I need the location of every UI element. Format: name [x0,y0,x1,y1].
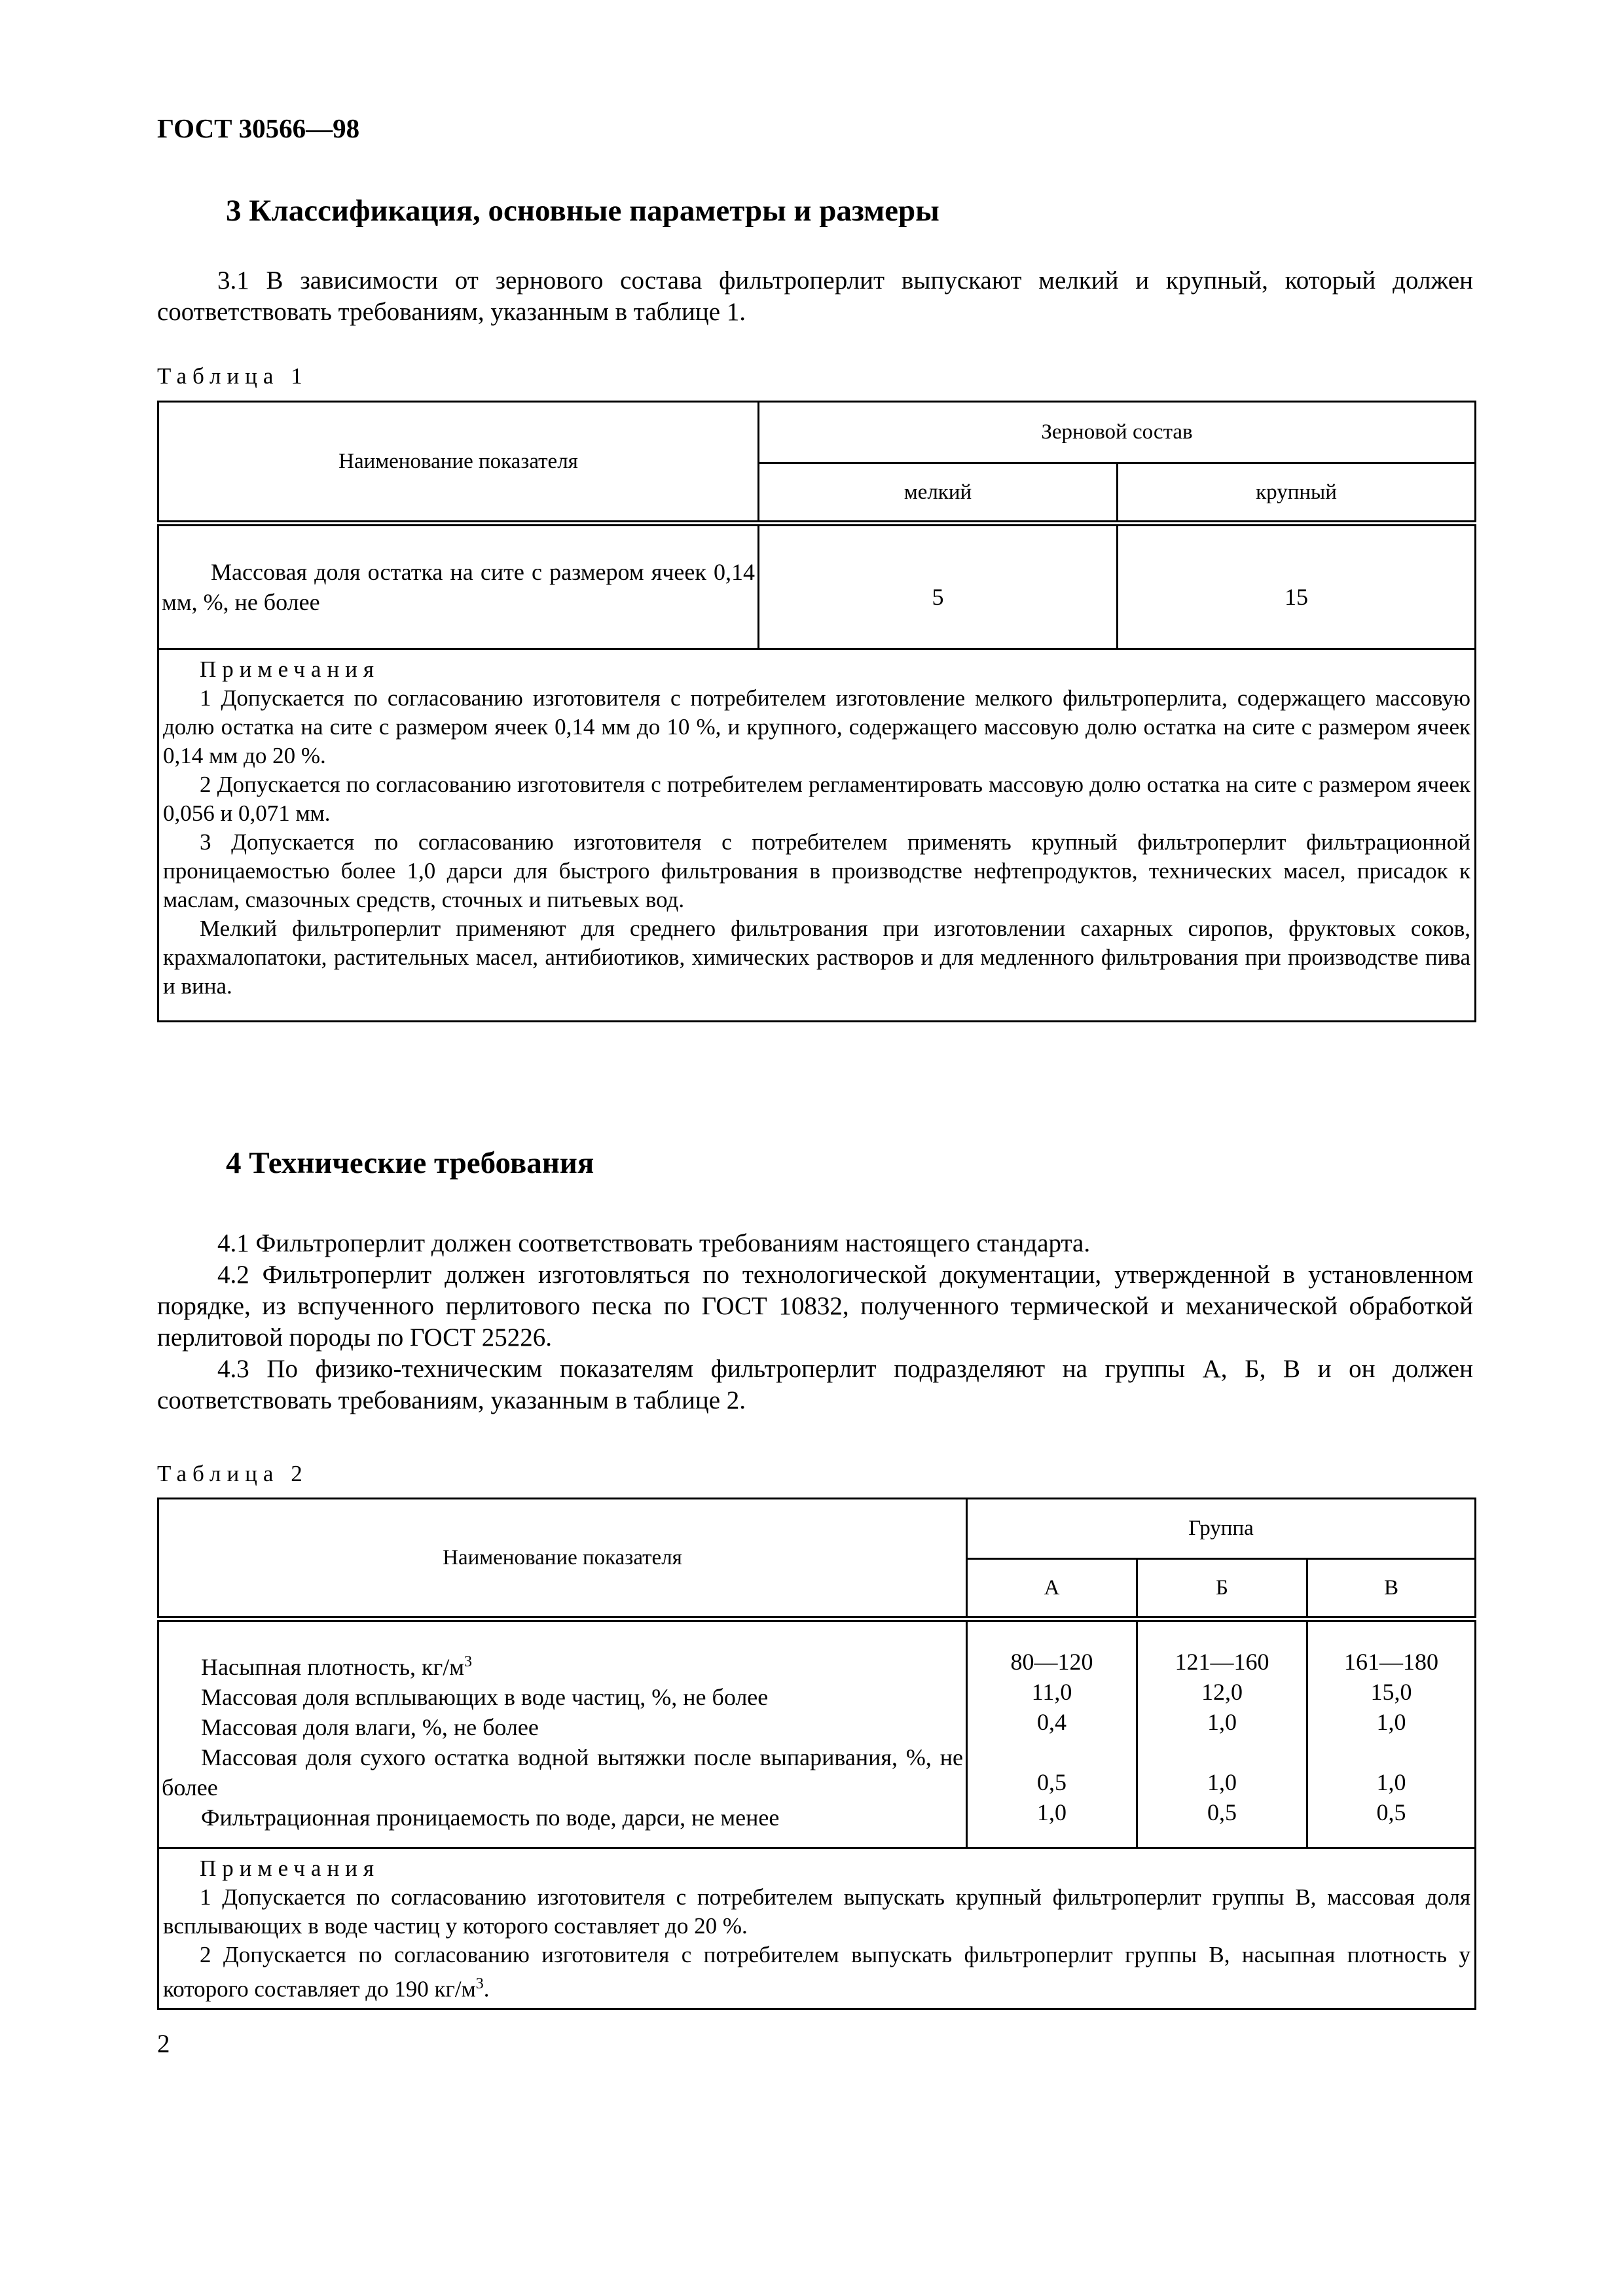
note-2-superscript: 3 [475,1975,484,1992]
section-3-body [157,265,1473,328]
table-2-b-0: 121—160 [1175,1649,1269,1675]
table-2-header-v: В [1307,1559,1476,1619]
table-2-a-3: 0,5 [1037,1769,1067,1795]
table-2 [157,1498,1476,2010]
table-1-header-group: Зерновой состав [759,402,1476,463]
table-1-header-name: Наименование показателя [158,402,759,524]
table-2-a-4: 1,0 [1037,1799,1067,1825]
table-1-note-3: 3 Допускается по согласованию изготовителя с потребителем применять крупный фильтроперлит фильтрационной проницаемостью более 1,0 дарси для быстрого фильтрования в производстве нефтепродуктов, технических масел, присадок к маслам, смазочных средств, сточных и питьевых вод. [163,829,1470,912]
table-2-v-2: 1,0 [1376,1709,1406,1735]
table-1-notes [158,649,1476,1022]
table-2-column-b [1137,1619,1307,1848]
table-2-b-4: 0,5 [1207,1799,1237,1825]
table-2-notes [158,1848,1476,2009]
table-1 [157,401,1476,1022]
table-2-note-2 [163,1941,1470,2004]
table-2-header-name: Наименование показателя [158,1499,967,1619]
table-2-labels [158,1619,967,1848]
table-2-b-1: 12,0 [1201,1679,1243,1705]
table-2-a-0: 80—120 [1010,1649,1093,1675]
paragraph-4-3: 4.3 По физико-техническим показателям фильтроперлит подразделяют на группы А, Б, В и он должен соответствовать требованиям, указанным в таблице 2. [157,1355,1473,1414]
document-header: ГОСТ 30566—98 [157,113,360,143]
table-1-note-1: 1 Допускается по согласованию изготовителя с потребителем изготовление мелкого фильтроперлита, содержащего массовую долю остатка на сите с размером ячеек 0,14 мм до 10 %, и крупного, содержащего массовую долю остатка на сите с размером ячеек 0,14 мм до 20 %. [163,685,1470,768]
table-1-header-fine: мелкий [759,463,1118,524]
table-2-header-b: Б [1137,1559,1307,1619]
table-2-notes-title: Примечания [200,1856,380,1881]
note-2-end: . [483,1976,490,2002]
table-2-label-0 [162,1647,963,1682]
table-1-notes-title: Примечания [200,656,380,682]
table-2-label-0-text: Насыпная плотность, кг/м [201,1654,465,1680]
page-number: 2 [157,2030,170,2058]
table-2-label-4: Фильтрационная проницаемость по воде, дарси, не менее [201,1804,780,1831]
table-1-value-coarse: 15 [1118,524,1476,649]
table-2-b-3: 1,0 [1207,1769,1237,1795]
table-2-label-3: Массовая доля сухого остатка водной вытяжки после выпаривания, %, не более [162,1744,963,1801]
table-2-note-2-text: 2 Допускается по согласованию изготовителя с потребителем выпускать фильтроперлит группы В, насыпная плотность у которого составляет до 190 кг/м [163,1942,1471,2002]
table-2-b-2: 1,0 [1207,1709,1237,1735]
table-2-column-v [1307,1619,1476,1848]
table-1-note-2: 2 Допускается по согласованию изготовителя с потребителем регламентировать массовую долю остатка на сите с размером ячеек 0,056 и 0,071 мм. [163,772,1470,826]
paragraph-3-1: 3.1 В зависимости от зернового состава фильтроперлит выпускают мелкий и крупный, который должен соответствовать требованиям, указанным в таблице 1. [157,266,1473,326]
section-4-body [157,1228,1473,1416]
table-2-a-2: 0,4 [1037,1709,1067,1735]
table-2-a-1: 11,0 [1031,1679,1072,1705]
paragraph-4-1: 4.1 Фильтроперлит должен соответствовать требованиям настоящего стандарта. [217,1229,1091,1257]
section-3-title: 3 Классификация, основные параметры и размеры [226,194,939,228]
table-1-caption: Таблица 1 [157,363,308,389]
table-2-v-4: 0,5 [1376,1799,1406,1825]
table-1-header-coarse: крупный [1118,463,1476,524]
table-2-column-a [967,1619,1137,1848]
paragraph-4-2: 4.2 Фильтроперлит должен изготовляться по технологической документации, утвержденной в установленном порядке, из вспученного перлитового песка по ГОСТ 10832, полученного термической и механической обработкой перлитовой породы по ГОСТ 25226. [157,1261,1473,1352]
table-2-v-1: 15,0 [1370,1679,1412,1705]
section-4-title: 4 Технические требования [226,1146,594,1180]
table-2-header-group: Группа [967,1499,1476,1559]
table-2-caption: Таблица 2 [157,1461,308,1486]
table-1-note-4: Мелкий фильтроперлит применяют для среднего фильтрования при изготовлении сахарных сиропов, фруктовых соков, крахмалопатоки, растительных масел, антибиотиков, химических растворов и для медленного фильтрования при производстве пива и вина. [163,916,1470,999]
table-2-note-1: 1 Допускается по согласованию изготовителя с потребителем выпускать крупный фильтроперлит группы В, массовая доля всплывающих в воде частиц у которого составляет до 20 %. [163,1884,1471,1939]
superscript-3: 3 [464,1653,473,1670]
table-2-label-2: Массовая доля влаги, %, не более [201,1714,539,1740]
table-2-label-1: Массовая доля всплывающих в воде частиц, %, не более [201,1684,769,1710]
table-1-value-fine: 5 [759,524,1118,649]
table-2-v-3: 1,0 [1376,1769,1406,1795]
table-1-row-label [158,524,759,649]
table-1-row-label-text: Массовая доля остатка на сите с размером ячеек 0,14 мм, %, не более [162,559,755,615]
table-2-v-0: 161—180 [1344,1649,1439,1675]
table-2-header-a: А [967,1559,1137,1619]
